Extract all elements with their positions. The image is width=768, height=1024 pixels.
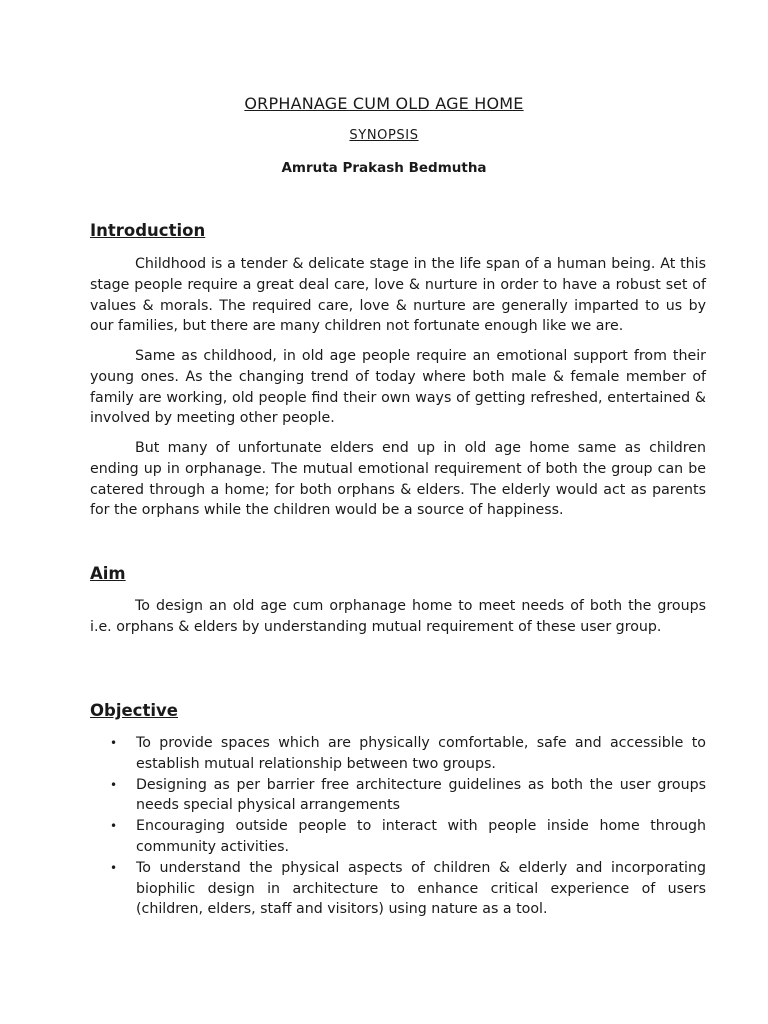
objective-item (90, 858, 706, 920)
introduction-paragraph-3: But many of unfortunate elders end up in old age home same as children ending up in orphanage. The mutual emotional requirement of both the group can be catered through a home; for both orphans & elders. The elderly would act as parents for the orphans while the children would be a source of happiness. (90, 440, 706, 519)
objective-item-text: To provide spaces which are physically comfortable, safe and accessible to establish mutual relationship between two groups. (136, 735, 706, 772)
objective-heading: Objective (90, 701, 178, 720)
bullet-icon: • (110, 777, 118, 792)
objective-item (90, 733, 706, 775)
document-subtitle: SYNOPSIS (349, 128, 419, 143)
bullet-icon: • (110, 860, 118, 875)
objective-item-text: Designing as per barrier free architecture guidelines as both the user groups needs special physical arrangements (136, 776, 706, 814)
bullet-icon: • (110, 736, 118, 750)
objective-item-text: To understand the physical aspects of children & elderly and incorporating biophilic design in architecture to enhance critical experience of users (children, elders, staff and visitors) using nature as a tool. (136, 859, 706, 918)
objective-list (90, 733, 706, 920)
objective-item (90, 775, 706, 817)
author-name: Amruta Prakash Bedmutha (281, 160, 487, 176)
introduction-paragraph-1: Childhood is a tender & delicate stage in the life span of a human being. At this stage people require a great deal care, love & nurture in order to have a robust set of values & morals. The required care, love & nurture are generally imparted to us by our families, but there are many children not fortunate enough like we are. (90, 256, 706, 335)
objective-item (90, 816, 706, 858)
objective-item-text: Encouraging outside people to interact with people inside home through community activities. (136, 818, 706, 855)
introduction-paragraph-2: Same as childhood, in old age people require an emotional support from their young ones. As the changing trend of today where both male & female member of family are working, old people find their own ways of getting refreshed, entertained & involved by meeting other people. (90, 348, 706, 427)
aim-paragraph: To design an old age cum orphanage home to meet needs of both the groups i.e. orphans & elders by understanding mutual requirement of these user group. (90, 598, 706, 635)
aim-heading: Aim (90, 564, 126, 583)
bullet-icon: • (110, 819, 118, 834)
introduction-heading: Introduction (90, 221, 206, 240)
document-title: ORPHANAGE CUM OLD AGE HOME (244, 94, 524, 113)
